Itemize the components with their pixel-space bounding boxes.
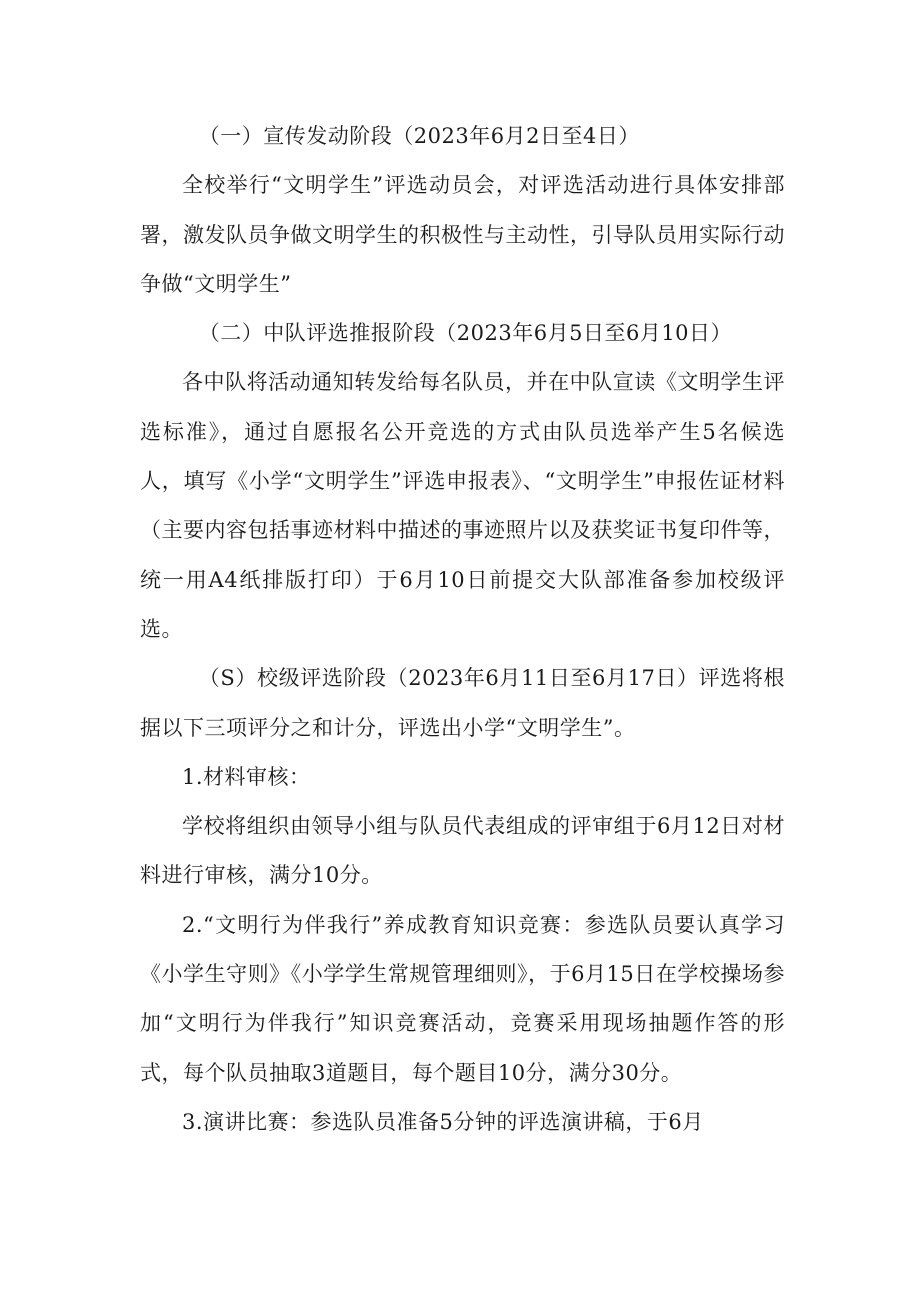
list-item-material-review-title: 1.材料审核： <box>182 764 311 789</box>
section-heading-squad-selection-stage: （二）中队评选推报阶段（2023年6月5日至6月10日） <box>198 321 733 346</box>
paragraph-mobilization: 全校举行“文明学生”评选动员会，对评选活动进行具体安排部署，激发队员争做文明学生的积极性与主动性，引导队员用实际行动争做“文明学生” <box>140 173 785 296</box>
list-item-knowledge-contest: 2.“文明行为伴我行”养成教育知识竞赛：参选队员要认真学习《小学生守则》《小学学生常规管理细则》，于6月15日在学校操场参加“文明行为伴我行”知识竞赛活动，竞赛采用现场抽题作答的形式，每个队员抽取3道题目，每个题目10分，满分30分。 <box>140 912 785 1085</box>
document-body <box>140 112 785 1147</box>
paragraph-squad-selection: 各中队将活动通知转发给每名队员，并在中队宣读《文明学生评选标准》，通过自愿报名公开竞选的方式由队员选举产生5名候选人，填写《小学“文明学生”评选申报表》、“文明学生”申报佐证材料（主要内容包括事迹材料中描述的事迹照片以及获奖证书复印件等，统一用A4纸排版打印）于6月10日前提交大队部准备参加校级评选。 <box>140 370 785 641</box>
section-heading-publicity-stage: （一）宣传发动阶段（2023年6月2日至4日） <box>198 124 640 148</box>
paragraph-material-review: 学校将组织由领导小组与队员代表组成的评审组于6月12日对材料进行审核，满分10分。 <box>140 814 785 888</box>
section-heading-school-selection-stage: （S）校级评选阶段（2023年6月11日至6月17日）评选将根据以下三项评分之和计分，评选出小学“文明学生”。 <box>140 666 785 740</box>
list-item-speech-contest: 3.演讲比赛：参选队员准备5分钟的评选演讲稿，于6月 <box>182 1109 704 1134</box>
